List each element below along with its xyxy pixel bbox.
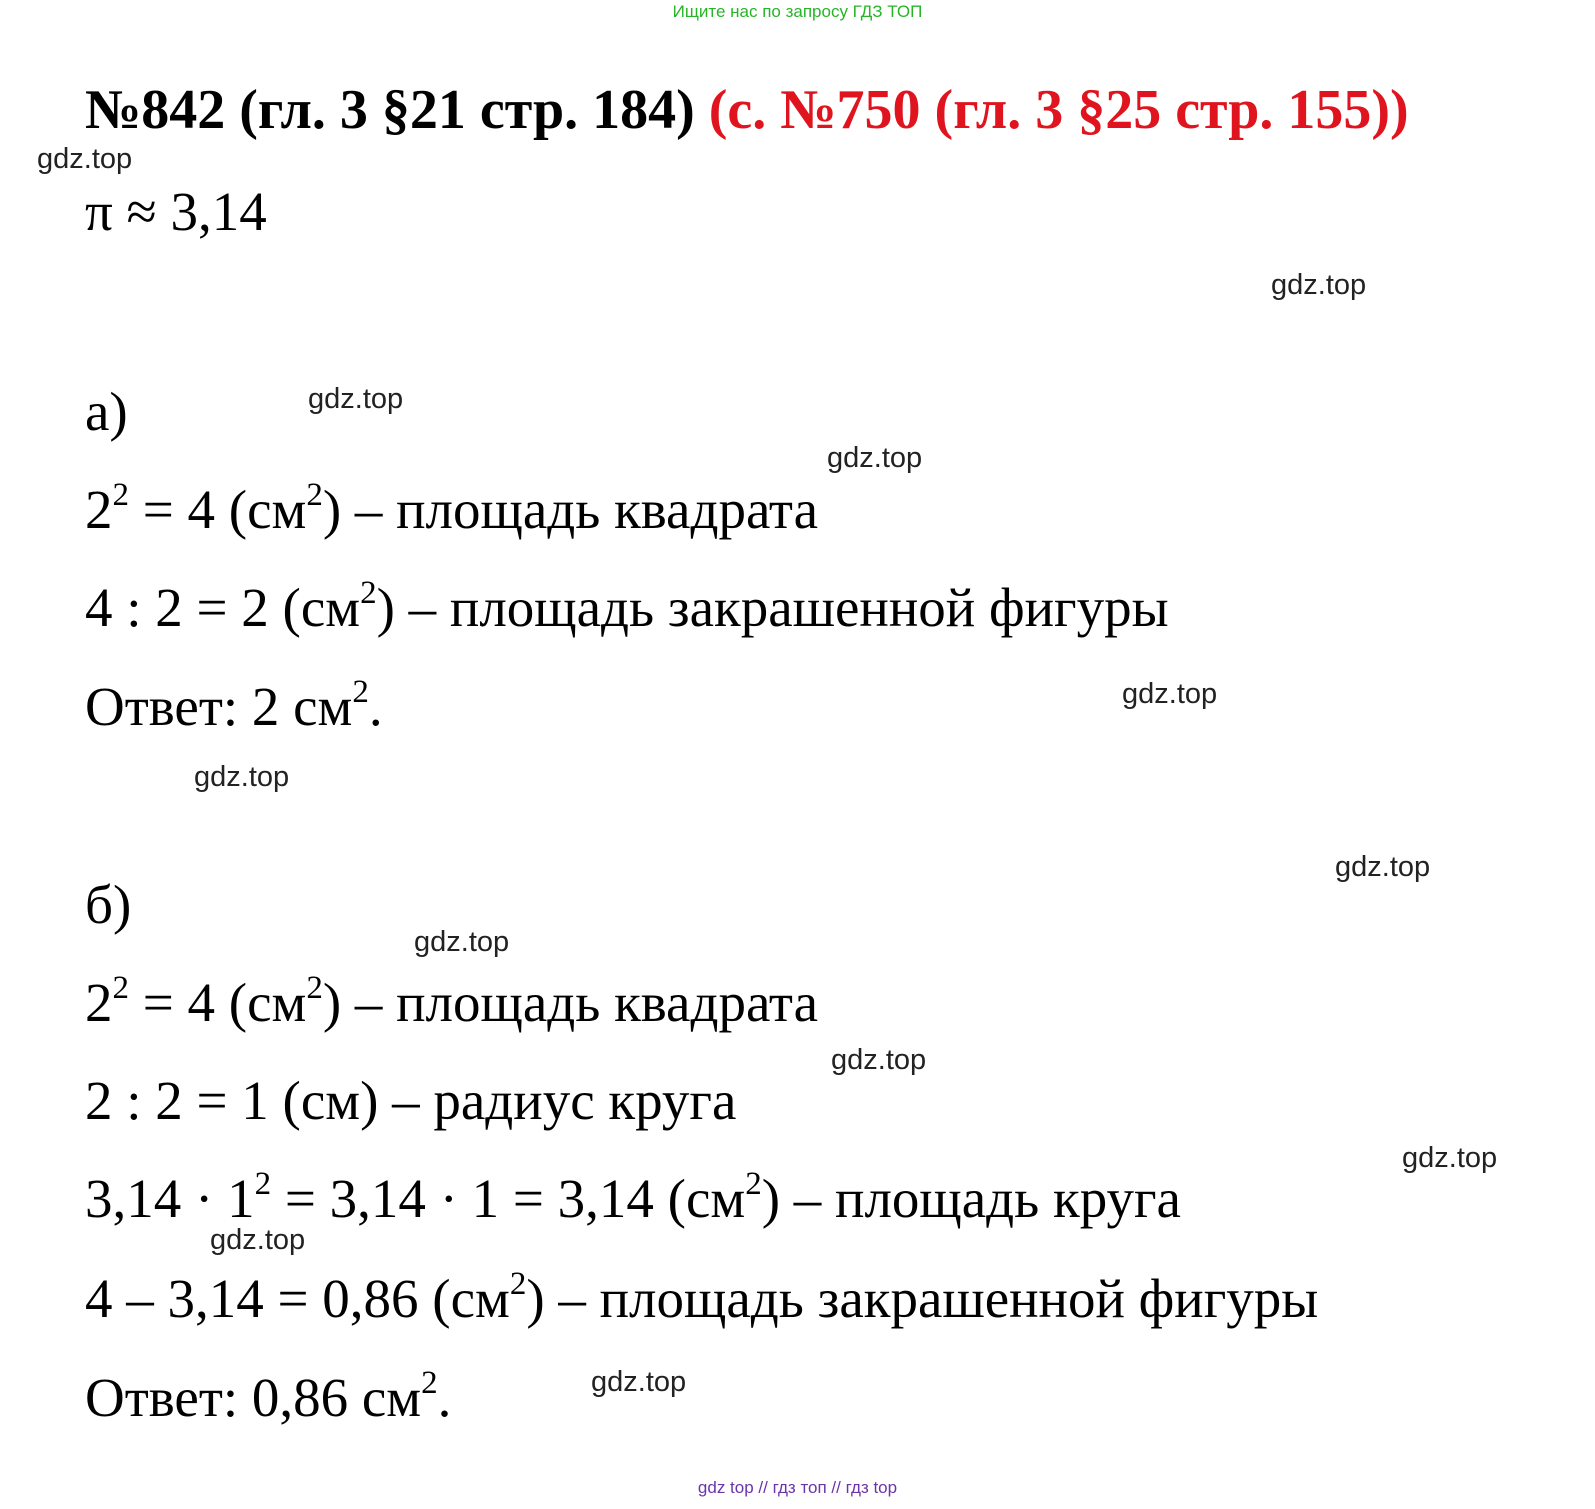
text: = 4 (см [129, 479, 307, 540]
watermark: gdz.top [37, 143, 133, 175]
base: 2 [85, 479, 113, 540]
watermark: gdz.top [210, 1224, 306, 1256]
exponent: 2 [254, 1165, 272, 1202]
watermark: gdz.top [831, 1044, 927, 1076]
part-b-line-2: 2 : 2 = 1 (см) – радиус круга [85, 1070, 737, 1131]
exponent: 2 [112, 476, 129, 513]
watermark: gdz.top [1271, 269, 1367, 301]
text: . [437, 1367, 452, 1428]
text: ) – площадь круга [761, 1168, 1181, 1229]
part-a-answer [85, 675, 383, 738]
exponent: 2 [509, 1265, 527, 1302]
part-b-line-1 [85, 971, 818, 1034]
pi-approximation: π ≈ 3,14 [85, 181, 267, 242]
part-a-line-2 [85, 576, 1169, 639]
text: ) – площадь закрашенной фигуры [376, 577, 1169, 638]
part-b-answer [85, 1366, 451, 1429]
text: ) – площадь квадрата [322, 972, 819, 1033]
exponent: 2 [745, 1165, 762, 1202]
text: ) – площадь квадрата [322, 479, 819, 540]
text: 3,14 · 1 [85, 1168, 255, 1229]
text: Ответ: 2 см [85, 676, 353, 737]
watermark: gdz.top [1335, 851, 1431, 883]
part-b-label: б) [85, 874, 132, 935]
text: 4 – 3,14 = 0,86 (см [85, 1268, 510, 1329]
text: . [368, 676, 383, 737]
exponent: 2 [352, 673, 369, 710]
exponent: 2 [112, 969, 129, 1006]
watermark: gdz.top [1122, 678, 1218, 710]
watermark: gdz.top [194, 761, 290, 793]
text: Ответ: 0,86 см [85, 1367, 422, 1428]
watermark: gdz.top [1402, 1142, 1498, 1174]
exponent: 2 [306, 969, 323, 1006]
part-a-label: а) [85, 381, 128, 442]
top-banner: Ищите нас по запросу ГДЗ ТОП [672, 2, 923, 21]
watermark: gdz.top [308, 383, 404, 415]
part-a-line-1 [85, 478, 818, 541]
watermark: gdz.top [827, 442, 923, 474]
text: = 3,14 · 1 = 3,14 (см [271, 1168, 746, 1229]
footer-links: gdz top // гдз топ // гдз top [697, 1478, 898, 1497]
exponent: 2 [360, 574, 377, 611]
watermark: gdz.top [414, 926, 510, 958]
exponent: 2 [421, 1364, 438, 1401]
text: = 4 (см [129, 972, 307, 1033]
base: 2 [85, 972, 113, 1033]
problem-title [85, 78, 1409, 142]
title-main: №842 (гл. 3 §21 стр. 184) [85, 79, 695, 141]
text: ) – площадь закрашенной фигуры [526, 1268, 1319, 1329]
watermark: gdz.top [591, 1366, 687, 1398]
part-b-line-3 [85, 1167, 1181, 1230]
title-alt: (с. №750 (гл. 3 §25 стр. 155)) [708, 79, 1409, 141]
exponent: 2 [306, 476, 323, 513]
text: 4 : 2 = 2 (см [85, 577, 361, 638]
part-b-line-4 [85, 1267, 1318, 1330]
